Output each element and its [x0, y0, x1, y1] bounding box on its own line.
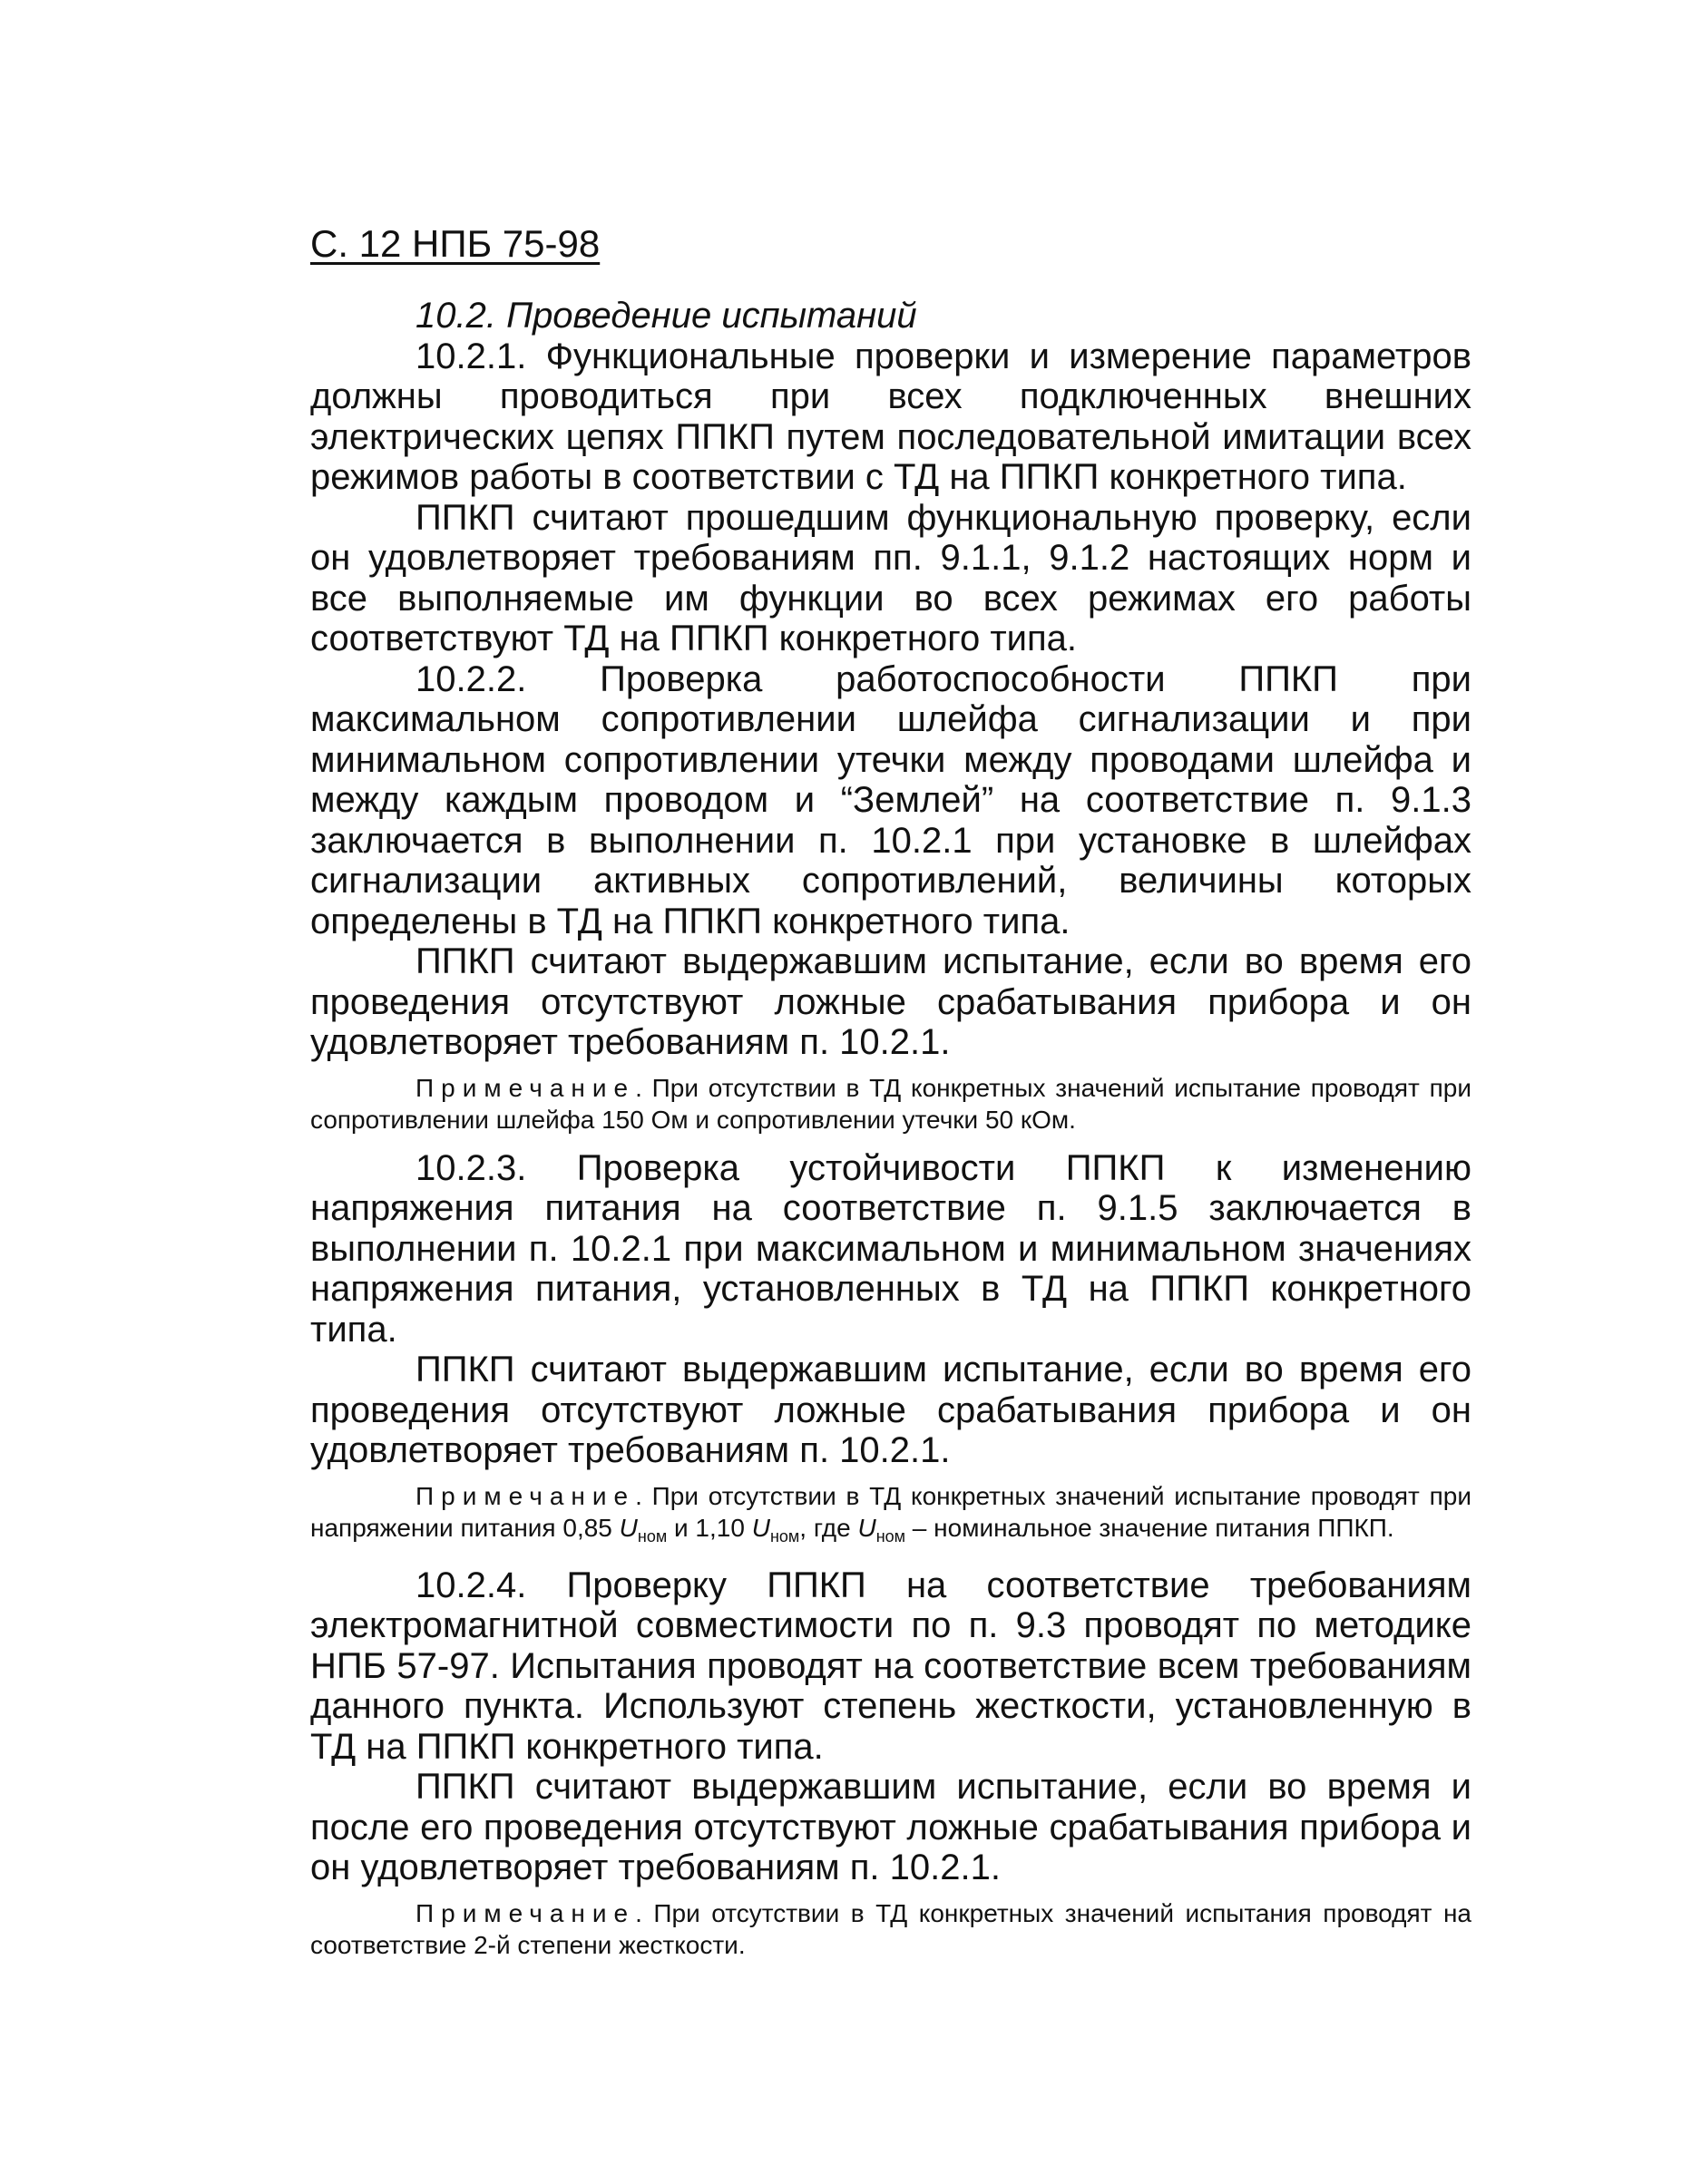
u-nom-subscript: ном	[769, 1526, 800, 1545]
note-3-text: . При отсутствии в ТД конкретных значений испытания проводят на соответствие 2-й степени жесткости.	[310, 1898, 1471, 1959]
u-nom-symbol: U	[857, 1513, 876, 1542]
u-nom-subscript: ном	[637, 1526, 668, 1545]
paragraph-10-2-3: 10.2.3. Проверка устойчивости ППКП к изменению напряжения питания на соответствие п. 9.1.5 заключается в выполнении п. 10.2.1 при максимальном и минимальном значениях напряжения питания, установленных в ТД на ППКП конкретного типа.	[310, 1147, 1471, 1350]
note-2-text-c: , где	[799, 1513, 858, 1542]
paragraph-10-2-4-result: ППКП считают выдержавшим испытание, если во время и после его проведения отсутствуют ложные срабатывания прибора и он удовлетворяет требованиям п. 10.2.1.	[310, 1767, 1471, 1887]
note-1	[310, 1072, 1471, 1136]
paragraph-10-2-3-result: ППКП считают выдержавшим испытание, если во время его проведения отсутствуют ложные срабатывания прибора и он удовлетворяет требованиям п. 10.2.1.	[310, 1350, 1471, 1470]
u-nom-symbol: U	[619, 1513, 638, 1542]
note-2-text-b: и 1,10	[667, 1513, 752, 1542]
note-label: Примечание	[415, 1481, 636, 1510]
u-nom-symbol: U	[751, 1513, 770, 1542]
paragraph-10-2-2: 10.2.2. Проверка работоспособности ППКП при максимальном сопротивлении шлейфа сигнализации и при минимальном сопротивлении утечки между проводами шлейфа и между каждым проводом и “Землей” на соответствие п. 9.1.3 заключается в выполнении п. 10.2.1 при установке в шлейфах сигнализации активных сопротивлений, величины которых определены в ТД на ППКП конкретного типа.	[310, 658, 1471, 941]
paragraph-10-2-2-result: ППКП считают выдержавшим испытание, если во время его проведения отсутствуют ложные срабатывания прибора и он удовлетворяет требованиям п. 10.2.1.	[310, 941, 1471, 1062]
note-2-text-d: – номинальное значение питания ППКП.	[905, 1513, 1394, 1542]
note-1-text: . При отсутствии в ТД конкретных значений испытание проводят при сопротивлении шлейфа 150 Ом и сопротивлении утечки 50 кОм.	[310, 1073, 1471, 1134]
note-3	[310, 1897, 1471, 1961]
paragraph-functional-check-result: ППКП считают прошедшим функциональную проверку, если он удовлетворяет требованиям пп. 9.1.1, 9.1.2 настоящих норм и все выполняемые им функции во всех режимах его работы соответствуют ТД на ППКП конкретного типа.	[310, 497, 1471, 658]
u-nom-subscript: ном	[875, 1526, 906, 1545]
note-label: Примечание	[415, 1073, 636, 1102]
paragraph-10-2-4: 10.2.4. Проверку ППКП на соответствие требованиям электромагнитной совместимости по п. 9.3 проводят по методике НПБ 57-97. Испытания проводят на соответствие всем требованиям данного пункта. Используют степень жесткости, установленную в ТД на ППКП конкретного типа.	[310, 1565, 1471, 1767]
note-label: Примечание	[415, 1898, 636, 1927]
note-2	[310, 1480, 1471, 1553]
note-2-text-a: . При отсутствии в ТД конкретных значений испытание проводят при напряжении питания 0,85	[310, 1481, 1471, 1542]
page-header: С. 12 НПБ 75-98	[310, 222, 601, 265]
section-title: 10.2. Проведение испытаний	[415, 296, 917, 336]
paragraph-10-2-1: 10.2.1. Функциональные проверки и измерение параметров должны проводиться при всех подключенных внешних электрических цепях ППКП путем последовательной имитации всех режимов работы в соответствии с ТД на ППКП конкретного типа.	[310, 336, 1471, 497]
document-body	[310, 296, 1471, 1974]
